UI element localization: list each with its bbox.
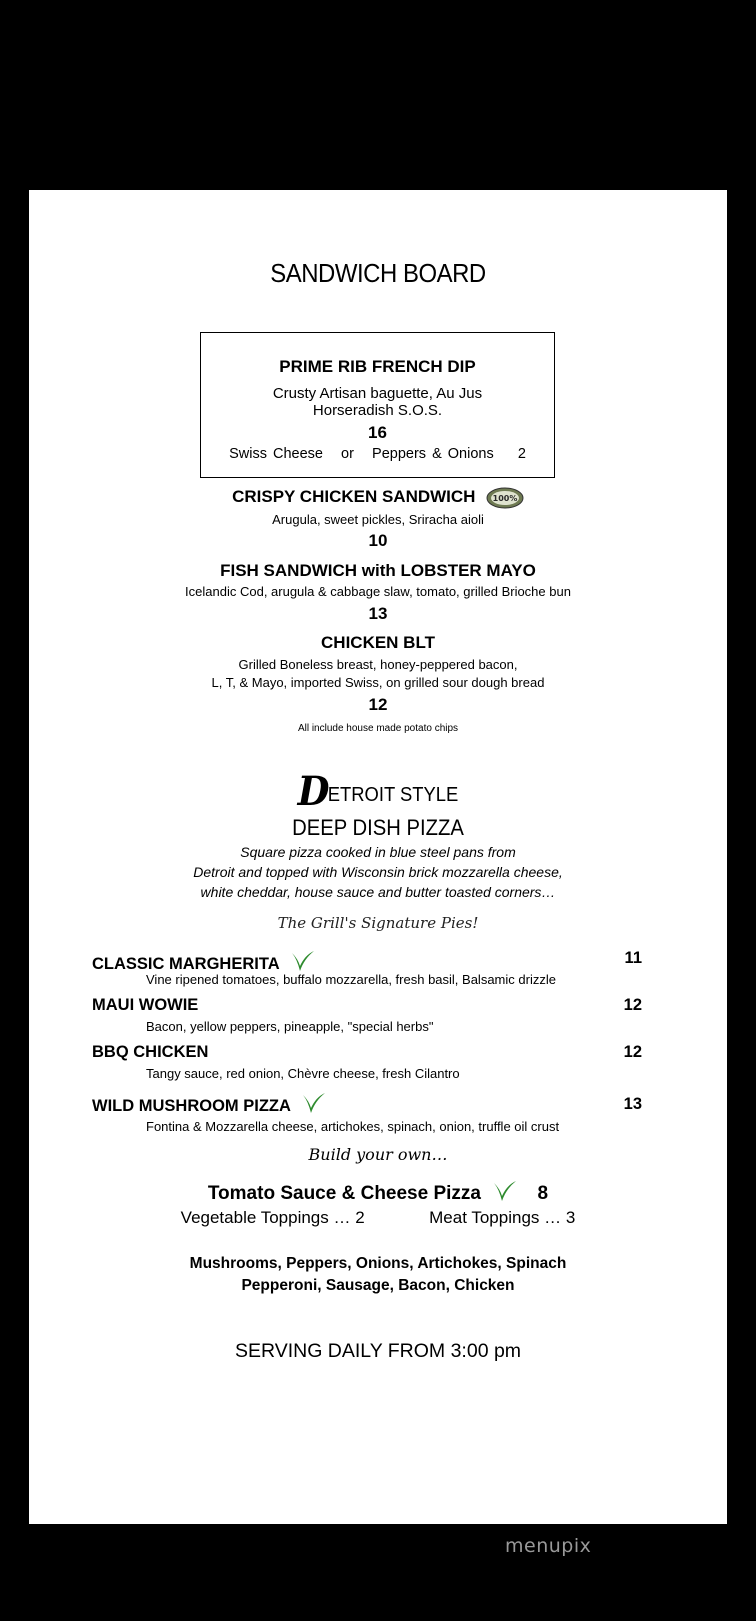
item-desc: Arugula, sweet pickles, Sriracha aioli xyxy=(272,512,484,527)
vegetarian-leaf-icon xyxy=(492,1179,518,1203)
item-price: 12 xyxy=(368,695,388,714)
badge-text: 100% xyxy=(492,494,518,503)
menu-page xyxy=(29,190,727,1524)
pie-desc: Vine ripened tomatoes, buffalo mozzarella, fresh basil, Balsamic drizzle xyxy=(146,972,556,987)
pie-name-text: WILD MUSHROOM PIZZA xyxy=(92,1097,291,1115)
pie-name-text: CLASSIC MARGHERITA xyxy=(92,955,279,973)
hundred-percent-badge-icon xyxy=(486,487,524,509)
featured-item-addon: Swiss Cheese or Peppers & Onions 2 xyxy=(229,446,526,462)
meat-toppings-price: Meat Toppings … 3 xyxy=(429,1208,576,1227)
featured-item-price: 16 xyxy=(368,423,387,442)
pie-desc: Tangy sauce, red onion, Chèvre cheese, fresh Cilantro xyxy=(146,1066,460,1081)
pie-name xyxy=(92,1091,327,1116)
pizza-desc-line2: Detroit and topped with Wisconsin brick mozzarella cheese, xyxy=(193,864,563,880)
item-desc: Icelandic Cod, arugula & cabbage slaw, tomato, grilled Brioche bun xyxy=(185,584,571,599)
featured-item-desc xyxy=(201,385,554,419)
build-your-own-heading: Build your own… xyxy=(308,1145,448,1164)
pie-name: BBQ CHICKEN xyxy=(92,1043,209,1061)
chips-note: All include house made potato chips xyxy=(297,723,459,734)
featured-item-box xyxy=(200,332,555,478)
detroit-rest: ETROIT STYLE xyxy=(327,784,459,806)
byo-name: Tomato Sauce & Cheese Pizza xyxy=(207,1183,481,1204)
section-title: SANDWICH BOARD xyxy=(270,258,486,288)
toppings-list xyxy=(29,1253,727,1297)
pie-price: 12 xyxy=(623,1043,642,1061)
item-price: 13 xyxy=(368,604,388,623)
watermark: menupix xyxy=(505,1535,592,1557)
toppings-line2: Pepperoni, Sausage, Bacon, Chicken xyxy=(241,1277,515,1294)
byo-price: 8 xyxy=(537,1183,549,1204)
veg-toppings-price: Vegetable Toppings … 2 xyxy=(180,1208,365,1227)
detroit-initial: D xyxy=(297,768,328,815)
pizza-desc-line3: white cheddar, house sauce and butter toasted corners… xyxy=(200,884,556,900)
serving-hours: SERVING DAILY FROM 3:00 pm xyxy=(234,1340,522,1362)
pie-desc: Bacon, yellow peppers, pineapple, "special herbs" xyxy=(146,1019,434,1034)
pizza-desc-line1: Square pizza cooked in blue steel pans from xyxy=(240,844,516,860)
featured-desc-line2: Horseradish S.O.S. xyxy=(312,402,443,419)
pie-price: 12 xyxy=(623,996,642,1014)
byo-item xyxy=(29,1179,727,1205)
vegetarian-leaf-icon xyxy=(290,949,316,973)
pie-name: MAUI WOWIE xyxy=(92,996,199,1014)
item-name: CRISPY CHICKEN SANDWICH xyxy=(232,487,476,507)
toppings-line1: Mushrooms, Peppers, Onions, Artichokes, Spinach xyxy=(189,1255,567,1272)
pizza-description xyxy=(29,842,727,902)
pizza-heading xyxy=(57,768,699,815)
featured-item-name: PRIME RIB FRENCH DIP xyxy=(279,357,476,376)
featured-desc-line1: Crusty Artisan baguette, Au Jus xyxy=(272,385,483,402)
pie-price: 13 xyxy=(623,1095,642,1113)
vegetarian-leaf-icon xyxy=(301,1091,327,1115)
item-price: 10 xyxy=(368,531,388,550)
item-desc: L, T, & Mayo, imported Swiss, on grilled sour dough bread xyxy=(211,675,545,690)
signature-pies-heading: The Grill's Signature Pies! xyxy=(277,914,479,932)
pie-name xyxy=(92,949,316,974)
item-name: FISH SANDWICH with LOBSTER MAYO xyxy=(220,561,536,580)
toppings-prices xyxy=(29,1208,727,1228)
item-desc: Grilled Boneless breast, honey-peppered bacon, xyxy=(238,657,518,672)
pie-desc: Fontina & Mozzarella cheese, artichokes, spinach, onion, truffle oil crust xyxy=(146,1119,560,1134)
menu-item xyxy=(29,487,727,509)
pizza-subheading: DEEP DISH PIZZA xyxy=(292,815,464,840)
item-name: CHICKEN BLT xyxy=(321,633,435,652)
pie-price: 11 xyxy=(624,949,642,967)
